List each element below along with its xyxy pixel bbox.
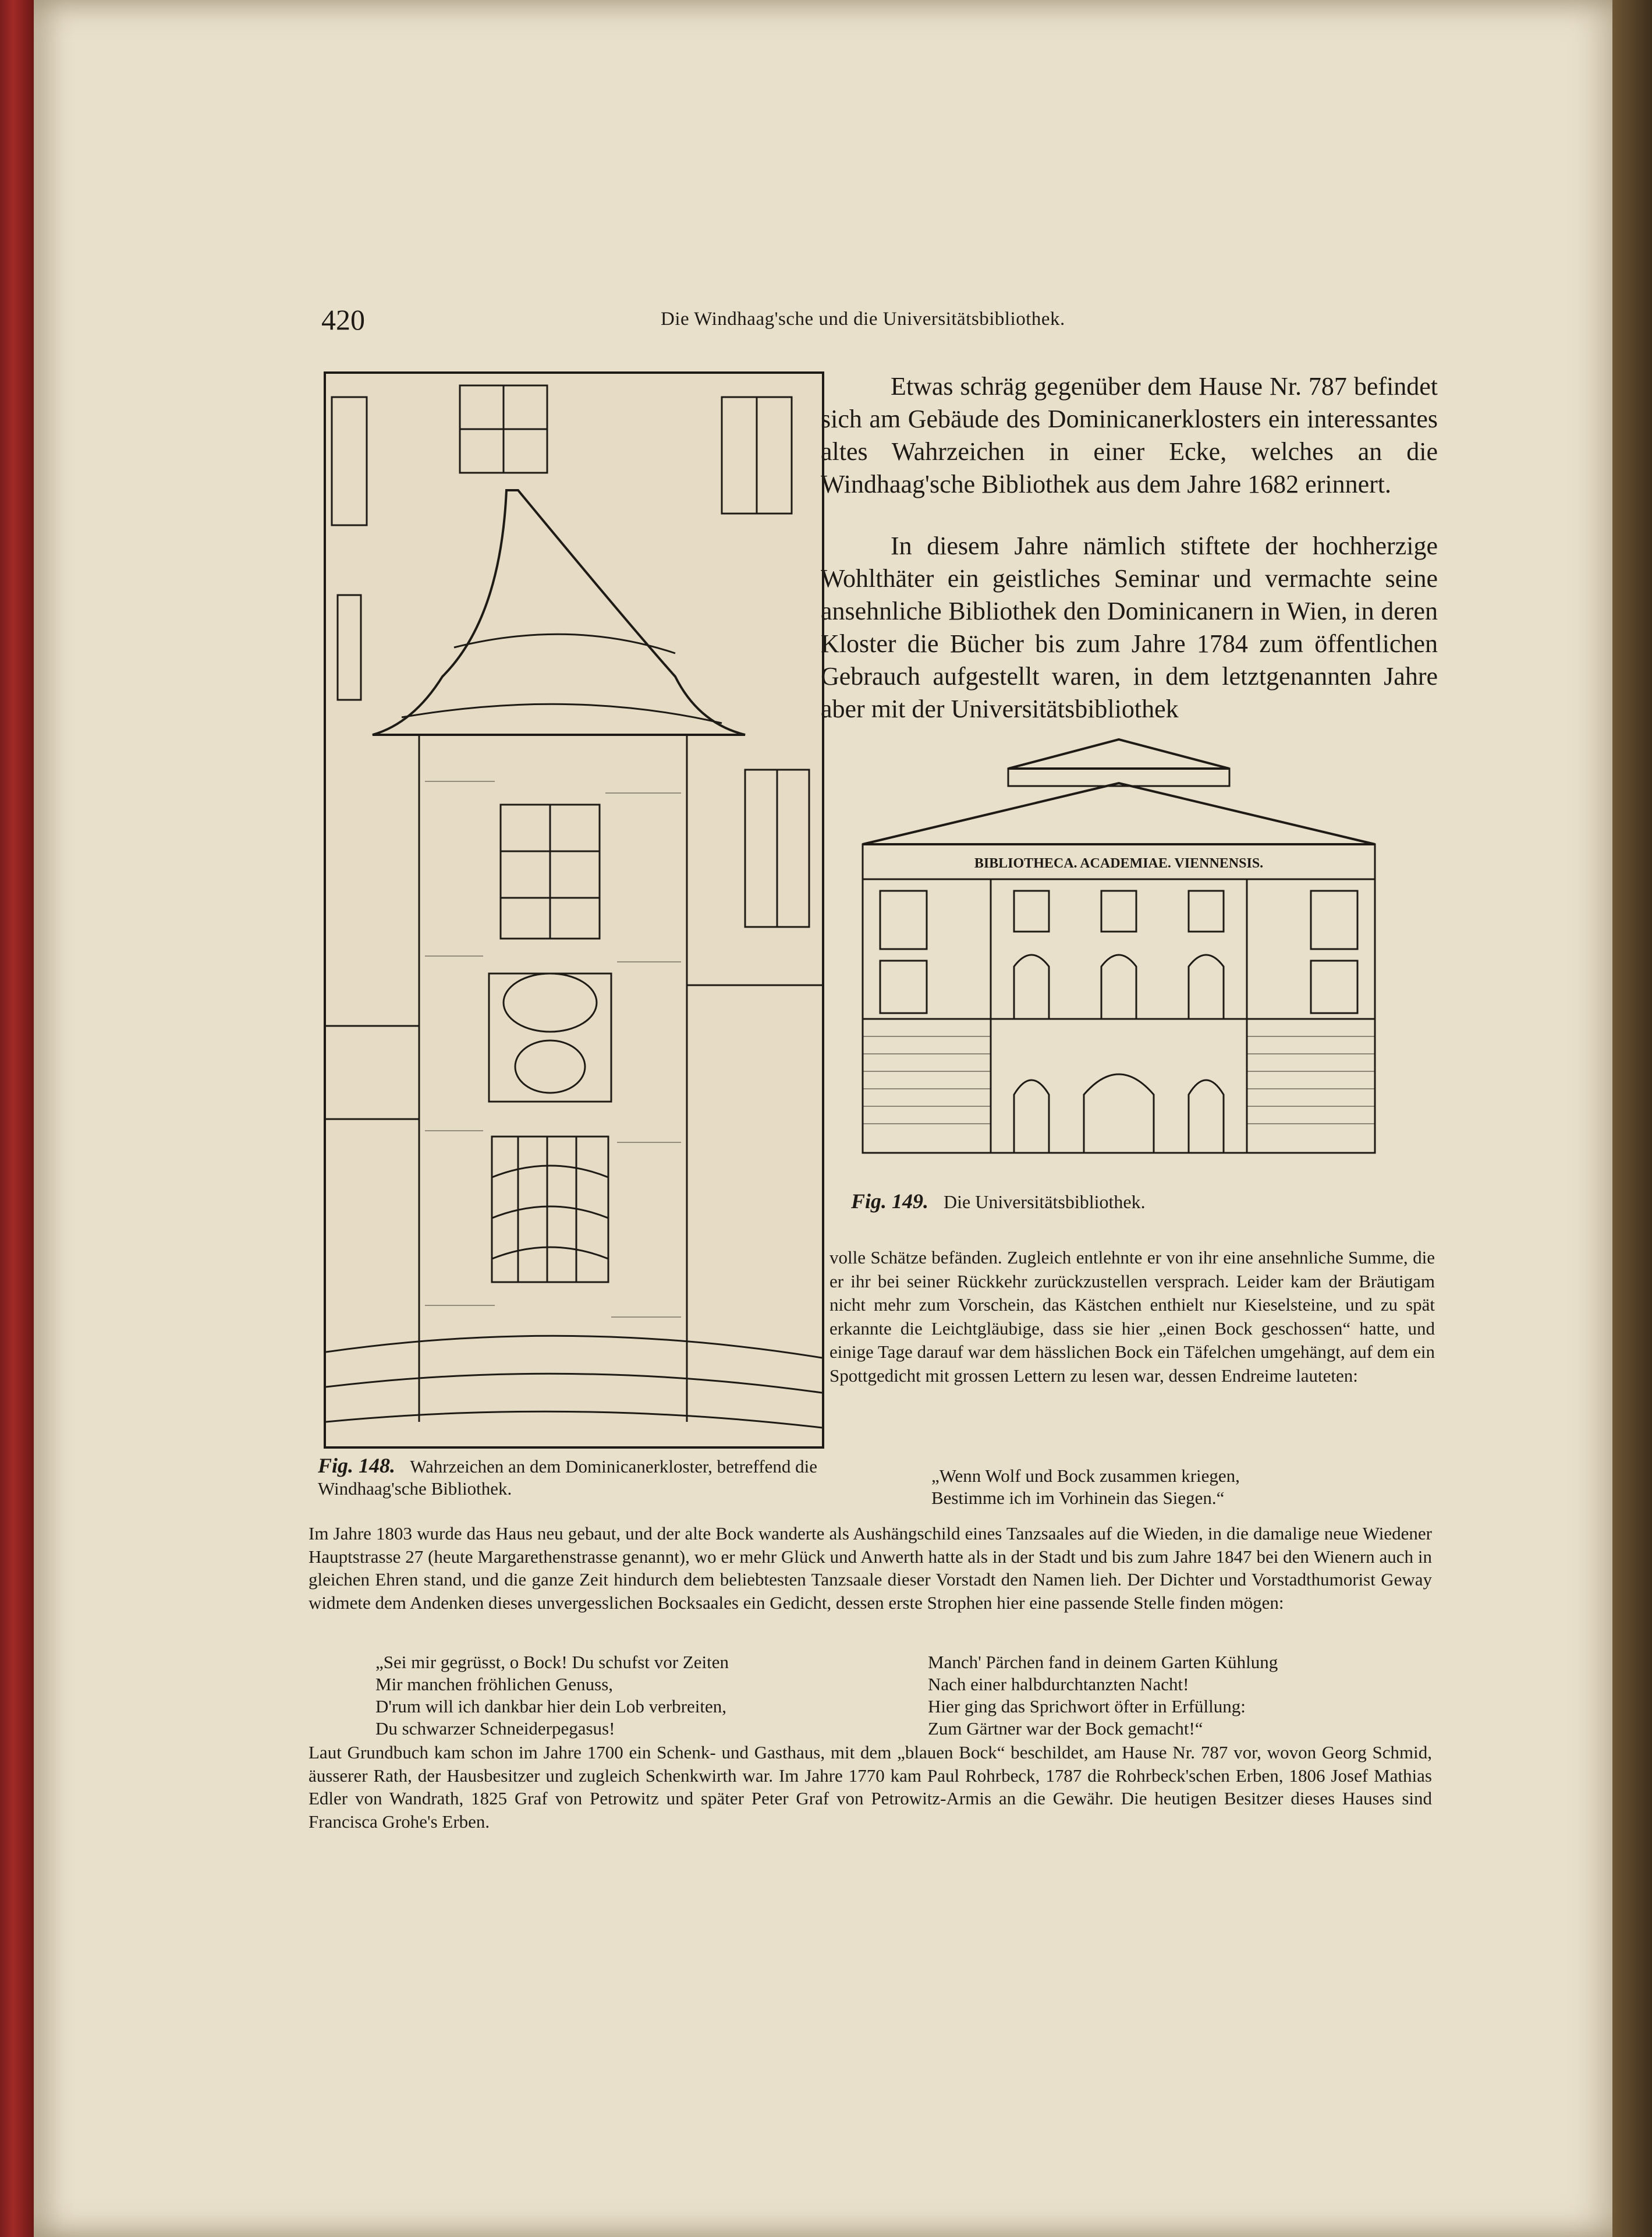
verse-line: Bestimme ich im Vorhinein das Siegen.“ xyxy=(931,1488,1225,1508)
poem-right xyxy=(928,1651,1278,1740)
poem-line: Mir manchen fröhlichen Genuss, xyxy=(375,1674,614,1694)
page-edge xyxy=(1612,0,1652,2237)
poem-line: Du schwarzer Schneiderpegasus! xyxy=(375,1718,615,1739)
facade-inscription: BIBLIOTHECA. ACADEMIAE. VIENNENSIS. xyxy=(974,856,1264,871)
poem-line: Manch' Pärchen fand in deinem Garten Kühlung xyxy=(928,1652,1278,1672)
paragraph-5: Laut Grundbuch kam schon im Jahre 1700 ein Schenk- und Gasthaus, mit dem „blauen Bock“ beschildet, am Hause Nr. 787 vor, wovon Georg Schmid, äusserer Rath, der Hausbesitzer und zugleich Schenkwirth war. Im Jahre 1770 kam Paul Rohrbeck, 1787 die Rohrbeck'schen Erben, 1806 Josef Mathias Edler von Wandrath, 1825 Graf von Petrowitz und später Peter Graf von Petrowitz-Armis an die Gewähr. Die heutigen Besitzer dieses Hauses sind Francisca Grohe's Erben. xyxy=(309,1742,1432,1832)
book-spine xyxy=(0,0,34,2237)
universitaetsbibliothek-facade xyxy=(845,728,1427,1176)
figure-148-illustration xyxy=(324,371,824,1449)
paragraph-4: Im Jahre 1803 wurde das Haus neu gebaut, und der alte Bock wanderte als Aushängschild eines Tanzsaales auf die Wieden, in die damalige neue Wiedener Hauptstrasse 27 (heute Margarethenstrasse genannt), wo er mehr Glück und Anwerth hatte als in der Stadt und bis zum Jahre 1847 bei den Wienern auch in gleichen Ehren stand, und die ganze Zeit hindurch dem beliebtesten Tanzsaale dieser Vorstadt den Namen lieh. Der Dichter und Vorstadthumorist Geway widmete dem Andenken dieses unvergesslichen Bocksaales ein Gedicht, dessen erste Strophen hier eine passende Stelle finden mögen: xyxy=(309,1523,1432,1613)
wahrzeichen-sketch xyxy=(326,374,822,1446)
figure-149-label: Fig. 149. xyxy=(851,1190,929,1213)
figure-148-label: Fig. 148. xyxy=(318,1454,396,1477)
page-number: 420 xyxy=(321,303,365,336)
poem-line: Nach einer halbdurchtanzten Nacht! xyxy=(928,1674,1189,1694)
poem-left xyxy=(375,1651,729,1740)
figure-148-caption xyxy=(318,1454,842,1500)
figure-149-caption-text: Die Universitätsbibliothek. xyxy=(944,1191,1146,1212)
running-head: Die Windhaag'sche und die Universitätsbibliothek. xyxy=(661,309,1065,330)
verse-line: „Wenn Wolf und Bock zusammen kriegen, xyxy=(931,1466,1240,1486)
figure-148-caption-text: Wahrzeichen an dem Dominicanerkloster, betreffend die Windhaag'sche Bibliothek. xyxy=(318,1456,817,1499)
figure-149-illustration xyxy=(845,728,1427,1176)
poem-line: Zum Gärtner war der Bock gemacht!“ xyxy=(928,1718,1203,1739)
figure-149-caption xyxy=(851,1189,1433,1213)
paragraph-1: Etwas schräg gegenüber dem Hause Nr. 787 befindet sich am Gebäude des Dominicanerklosters ein interessantes altes Wahrzeichen in einer Ecke, welches an die Windhaag'sche Bibliothek aus dem Jahre 1682 erinnert. xyxy=(821,372,1438,498)
poem-line: D'rum will ich dankbar hier dein Lob verbreiten, xyxy=(375,1696,727,1716)
poem-line: „Sei mir gegrüsst, o Bock! Du schufst vor Zeiten xyxy=(375,1652,729,1672)
verse-block xyxy=(931,1465,1240,1509)
paragraph-2: In diesem Jahre nämlich stiftete der hochherzige Wohlthäter ein geistliches Seminar und vermachte seine ansehnliche Bibliothek den Dominicanern in Wien, in deren Kloster die Bücher bis zum Jahre 1784 zum öffentlichen Gebrauch aufgestellt waren, in dem letztgenannten Jahre aber mit der Universitätsbibliothek xyxy=(821,532,1438,723)
poem-line: Hier ging das Sprichwort öfter in Erfüllung: xyxy=(928,1696,1246,1716)
paragraph-3: volle Schätze befänden. Zugleich entlehnte er von ihr eine ansehnliche Summe, die er ihr bei seiner Rückkehr zurückzustellen versprach. Leider kam der Bräutigam nicht mehr zum Vorschein, das Kästchen enthielt nur Kieselsteine, und zu spät erkannte die Leichtgläubige, dass sie hier „einen Bock geschossen“ hatte, und einige Tage darauf war dem hässlichen Bock ein Täfelchen umgehängt, auf dem ein Spottgedicht mit grossen Lettern zu lesen war, dessen Endreime lauteten: xyxy=(829,1247,1435,1386)
